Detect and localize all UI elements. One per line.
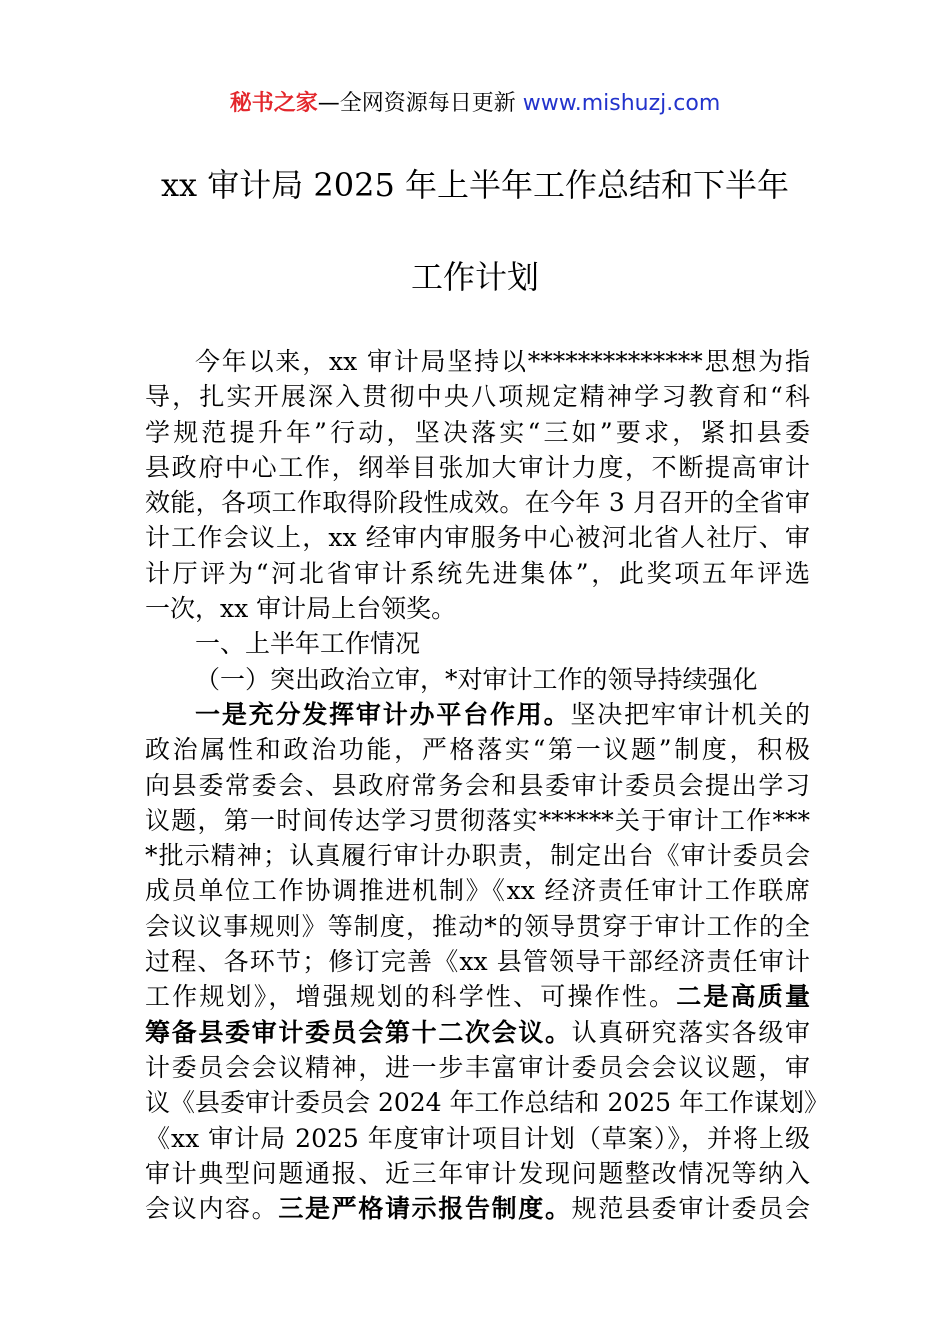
body-line [145, 1015, 810, 1050]
body-line: 导，扎实开展深入贯彻中央八项规定精神学习教育和“科 [145, 382, 810, 412]
body-line-text: 工作规划》，增强规划的科学性、可操作性。 [145, 982, 677, 1012]
bold-point-1: 一是充分发挥审计办平台作用。 [195, 699, 571, 729]
body-line: 《xx 审计局 2025 年度审计项目计划（草案）》，并将上级 [145, 1123, 810, 1153]
body-line-text: 会议内容。 [145, 1194, 279, 1224]
body-line-text: 坚决把牢审计机关的 [570, 699, 810, 729]
body-line: 一次，xx 审计局上台领奖。 [145, 594, 457, 624]
body-line-text: 认真研究落实各级审 [571, 1017, 810, 1047]
body-line: 学规范提升年”行动，坚决落实“三如”要求，紧扣县委 [145, 417, 810, 447]
site-header [0, 88, 950, 120]
body-line [145, 1191, 810, 1226]
bold-point-2b: 筹备县委审计委员会第十二次会议。 [145, 1017, 572, 1047]
body-line: 计工作会议上，xx 经审内审服务中心被河北省人社厅、审 [145, 523, 810, 553]
body-line: 县政府中心工作，纲举目张加大审计力度，不断提高审计 [145, 452, 810, 482]
body-line: 计厅评为“河北省审计系统先进集体”，此奖项五年评选 [145, 558, 810, 588]
body-line [145, 979, 810, 1014]
body-line: 议题，第一时间传达学习贯彻落实******关于审计工作*** [145, 805, 810, 835]
body-line: 审计典型问题通报、近三年审计发现问题整改情况等纳入 [145, 1158, 810, 1188]
site-brand: 秘书之家 [229, 91, 318, 116]
body-line: *批示精神；认真履行审计办职责，制定出台《审计委员会 [145, 841, 810, 871]
body-line: 计委员会会议精神，进一步丰富审计委员会会议议题，审 [145, 1052, 810, 1082]
subsection-heading: （一）突出政治立审，*对审计工作的领导持续强化 [195, 664, 758, 694]
site-slogan: —全网资源每日更新 [317, 91, 523, 116]
document-title-line-1: xx 审计局 2025 年上半年工作总结和下半年 [160, 166, 790, 204]
body-line: 会议议事规则》等制度，推动*的领导贯穿于审计工作的全 [145, 911, 810, 941]
body-line: 议《县委审计委员会 2024 年工作总结和 2025 年工作谋划》 [145, 1088, 830, 1118]
body-line-text: 规范县委审计委员会 [571, 1194, 810, 1224]
body-line: 政治属性和政治功能，严格落实“第一议题”制度，积极 [145, 735, 810, 765]
body-line: 向县委常委会、县政府常务会和县委审计委员会提出学习 [145, 770, 810, 800]
document-body [145, 344, 830, 1226]
bold-point-3: 三是严格请示报告制度。 [278, 1194, 572, 1224]
body-line: 过程、各环节；修订完善《xx 县管领导干部经济责任审计 [145, 947, 810, 977]
body-line: 今年以来，xx 审计局坚持以**************思想为指 [195, 347, 810, 376]
bold-point-2a: 二是高质量 [676, 982, 810, 1012]
body-line [145, 697, 810, 732]
body-line: 效能，各项工作取得阶段性成效。在今年 3 月召开的全省审 [145, 488, 810, 518]
site-url-link[interactable]: www.mishuzj.com [522, 91, 721, 116]
body-line: 成员单位工作协调推进机制》《xx 经济责任审计工作联席 [145, 876, 810, 906]
section-heading: 一、上半年工作情况 [195, 629, 421, 659]
document-title-line-2: 工作计划 [410, 258, 539, 296]
